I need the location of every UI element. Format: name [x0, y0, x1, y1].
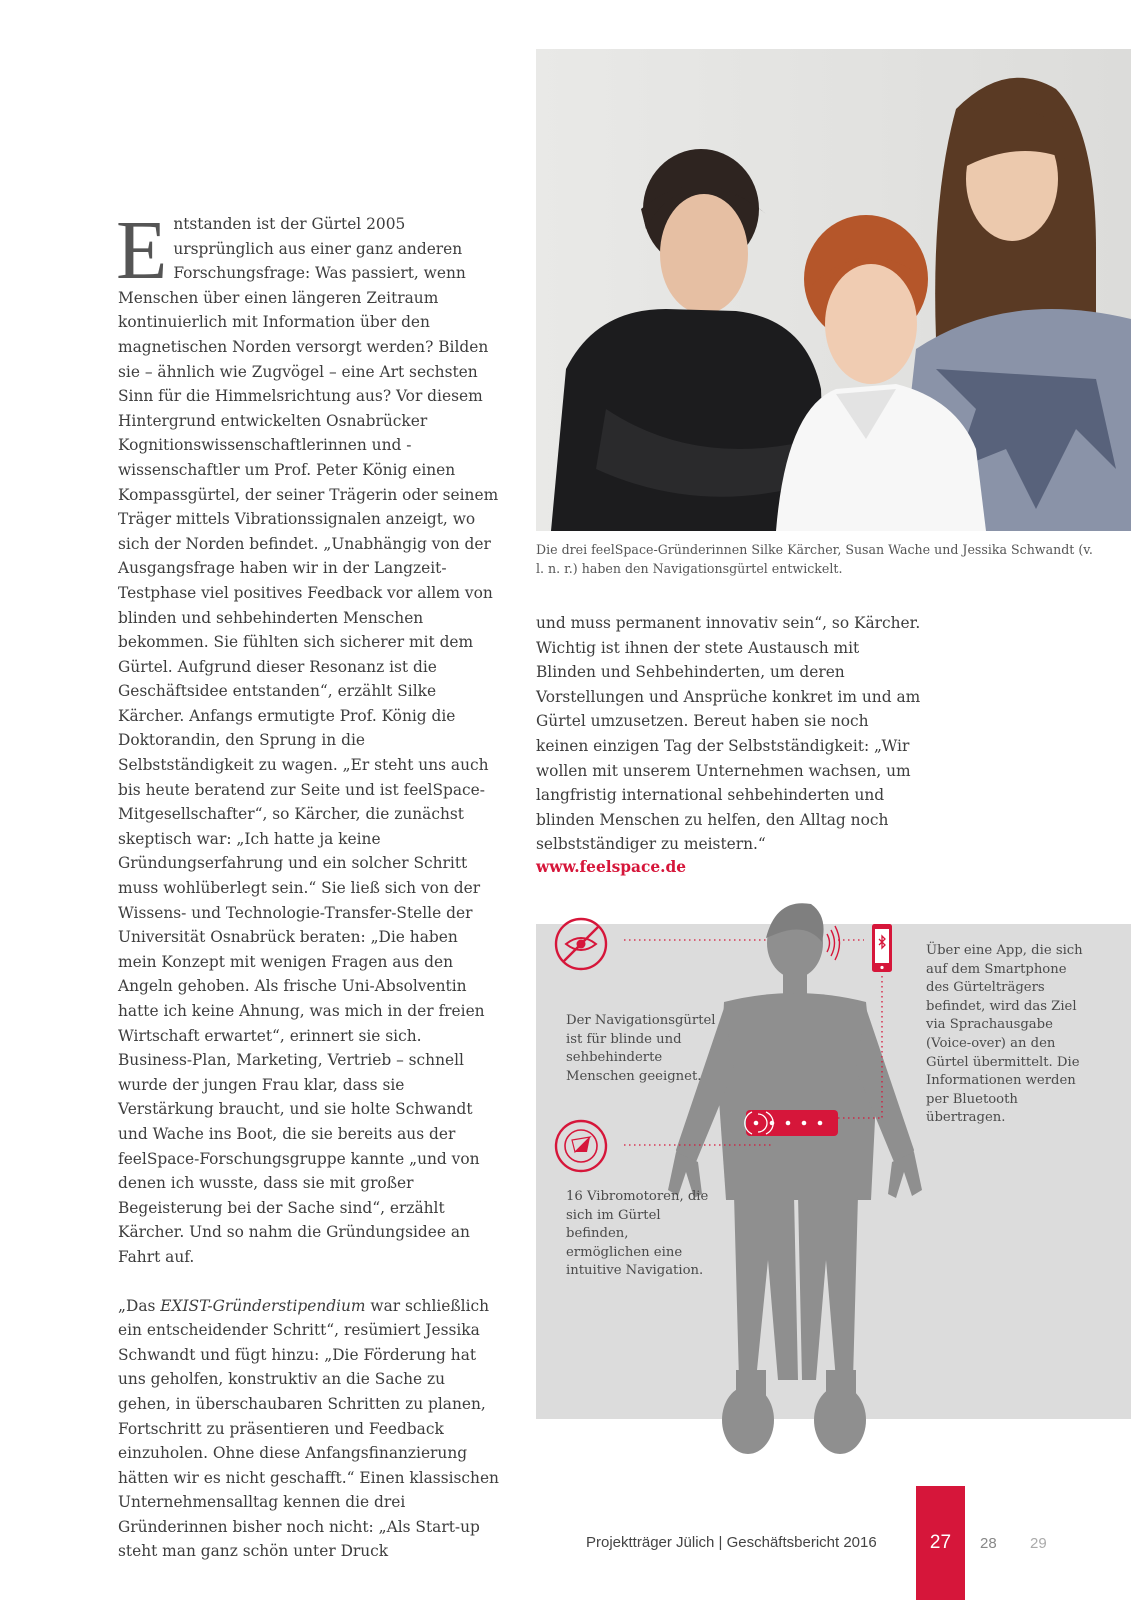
vibration-waves-icon	[827, 926, 840, 960]
blind-eye-icon	[556, 919, 606, 969]
footer-publication: Projektträger Jülich | Geschäftsbericht 2016	[586, 1534, 877, 1551]
exist-program-name: EXIST-Gründerstipendium	[160, 1296, 366, 1315]
article-paragraph-2	[118, 1294, 500, 1565]
app-description: Über eine App, die sich auf dem Smartphone des Gürtelträgers befindet, wird das Ziel via Sprachausgabe (Voice-over) an den Gürtel übermittelt. Die Informationen werden per Bluetooth übertragen.	[926, 943, 1083, 1126]
article-right-column	[536, 611, 921, 857]
article-paragraph-3: und muss permanent innovativ sein“, so Kärcher. Wichtig ist ihnen der stete Austausch mit Blinden und Sehbehinderten, um deren Vorstellungen und Ansprüche konkret im und am Gürtel umzusetzen. Bereut haben sie noch keinen einzigen Tag der Selbstständigkeit: „Wir wollen mit unserem Unternehmen wachsen, um langfristig international sehbehinderten und blinden Menschen zu helfen, den Alltag noch selbstständiger zu meistern.“	[536, 614, 921, 854]
human-silhouette	[668, 903, 922, 1454]
page-number-28[interactable]: 28	[980, 1535, 997, 1552]
feelspace-link[interactable]: www.feelspace.de	[536, 858, 687, 876]
navigation-belt	[745, 1110, 838, 1136]
page-number-29[interactable]: 29	[1030, 1535, 1047, 1552]
photo-caption: Die drei feelSpace-Gründerinnen Silke Kärcher, Susan Wache und Jessika Schwandt (v. l. n. r.) haben den Navigationsgürtel entwickelt.	[536, 542, 1093, 576]
drop-cap: E	[116, 204, 168, 297]
article-paragraph-1	[116, 204, 500, 1270]
smartphone-bluetooth-icon	[872, 924, 892, 972]
paragraph-2-start: „Das	[118, 1296, 161, 1315]
vibromotors-description: 16 Vibromotoren, die sich im Gürtel befinden, ermöglichen eine intuitive Navigation.	[566, 1189, 709, 1279]
compass-icon	[556, 1121, 606, 1171]
article-left-column	[116, 204, 500, 1564]
page-number-current[interactable]: 27	[929, 1532, 952, 1553]
belt-description: Der Navigationsgürtel ist für blinde und sehbehinderte Menschen geeignet.	[566, 1013, 716, 1084]
paragraph-2-rest: war schließlich ein entscheidender Schritt“, resümiert Jessika Schwandt und fügt hinzu: „Die Förderung hat uns geholfen, konstruktiv an die Sache zu gehen, in überschaubaren Schritten zu planen, Fortschritt zu präsentieren und Feedback einzuholen. Ohne diese Anfangsfinanzierung hätten wir es nicht geschafft.“ Einen klassischen Unternehmensalltag kennen die drei Gründerinnen bisher noch nicht: „Als Start-up steht man ganz schön unter Druck	[118, 1296, 499, 1561]
paragraph-1-text: ntstanden ist der Gürtel 2005 ursprünglich aus einer ganz anderen Forschungsfrage: Was passiert, wenn Menschen über einen längeren Zeitraum kontinuierlich mit Information über den magnetischen Norden versorgt werden? Bilden sie – ähnlich wie Zugvögel – eine Art sechsten Sinn für die Himmelsrichtung aus? Vor diesem Hintergrund entwickelten Osnabrücker Kognitionswissenschaftlerinnen und -wissenschaftler um Prof. Peter König einen Kompassgürtel, der seiner Trägerin oder seinem Träger mittels Vibrationssignalen anzeigt, wo sich der Norden befindet. „Unabhängig von der Ausgangsfrage haben wir in der Langzeit-Testphase viel positives Feedback vor allem von blinden und sehbehinderten Menschen bekommen. Sie fühlten sich sicherer mit dem Gürtel. Aufgrund dieser Resonanz ist die Geschäftsidee entstanden“, erzählt Silke Kärcher. Anfangs ermutigte Prof. König die Doktorandin, den Sprung in die Selbstständigkeit zu wagen. „Er steht uns auch bis heute beratend zur Seite und ist feelSpace-Mitgesellschafter“, so Kärcher, die zunächst skeptisch war: „Ich hatte ja keine Gründungserfahrung und ein solcher Schritt muss wohlüberlegt sein.“ Sie ließ sich von der Wissens- und Technologie-Transfer-Stelle der Universität Osnabrück beraten: „Die haben mein Konzept mit wenigen Fragen aus den Angeln gehoben. Als frische Uni-Absolventin hatte ich keine Ahnung, was mich in der freien Wirtschaft erwartet“, erinnert sie sich. Business-Plan, Marketing, Vertrieb – schnell wurde der jungen Frau klar, dass sie Verstärkung braucht, und sie holte Schwandt und Wache ins Boot, die sie bereits aus der feelSpace-Forschungsgruppe kannte „und von denen ich wusste, dass sie mit großer Begeisterung bei der Sache sind“, erzählt Kärcher. Und so nahm die Gründungsidee an Fahrt auf.	[118, 215, 499, 1266]
infographic-figure	[536, 900, 1131, 1455]
founders-photo	[536, 49, 1131, 531]
